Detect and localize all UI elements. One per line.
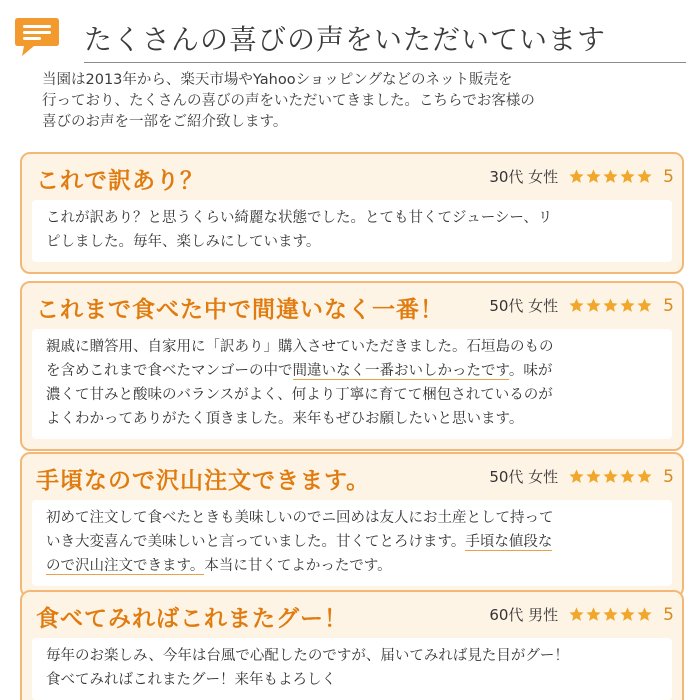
intro-line: 喜びのお声を一部をご紹介致します。 [42, 114, 288, 130]
review-line [46, 383, 660, 407]
star-icon [585, 168, 602, 185]
star-icon [602, 468, 619, 485]
review-card [20, 452, 684, 598]
review-line [46, 407, 660, 431]
reviewer-info [489, 166, 674, 187]
review-title: これで訳あり？ [36, 168, 204, 194]
review-line [46, 506, 660, 530]
review-text: いき大変喜んで美味しいと言っていました。甘くてとろけます。 [46, 534, 466, 550]
star-icon [636, 468, 653, 485]
star-rating [568, 168, 653, 185]
star-icon [636, 606, 653, 623]
review-line [46, 554, 660, 578]
review-line [46, 230, 660, 254]
review-text: 本当に甘くてよかったです。 [204, 558, 392, 574]
chat-bubble-icon [14, 16, 60, 58]
review-text: 毎年のお楽しみ、今年は台風で心配したのですが、届いてみれば見た目がグー！ [46, 648, 569, 664]
star-icon [636, 297, 653, 314]
intro-line: 当園は2013年から、楽天市場やYahooショッピングなどのネット販売を [42, 72, 513, 88]
review-text: 濃くて甘みと酸味のバランスがよく、何より丁寧に育てて梱包されているのが [46, 387, 553, 403]
review-line [46, 206, 660, 230]
reviewer-age-gender: 50代 女性 [489, 297, 559, 315]
review-line [46, 644, 660, 668]
review-title: これまで食べた中で間違いなく一番！ [36, 297, 444, 323]
reviewer-age-gender: 50代 女性 [489, 468, 559, 486]
reviewer-info [489, 604, 674, 625]
rating-score: 5 [663, 166, 674, 187]
highlighted-phrase: ので沢山注文できます。 [46, 558, 205, 574]
title-divider [84, 62, 686, 63]
star-rating [568, 606, 653, 623]
star-icon [585, 606, 602, 623]
highlighted-phrase: 手頃な値段な [465, 534, 553, 550]
intro-text [42, 70, 682, 133]
star-icon [568, 468, 585, 485]
review-card [20, 152, 684, 274]
review-text: 親戚に贈答用、自家用に「訳あり」購入させていただきました。石垣島のもの [46, 339, 554, 355]
review-title: 食べてみればこれまたグー！ [36, 606, 348, 632]
review-title: 手頃なので沢山注文できます。 [36, 468, 371, 494]
star-icon [619, 297, 636, 314]
rating-score: 5 [663, 604, 674, 625]
reviewer-age-gender: 60代 男性 [489, 606, 559, 624]
review-text: 。味が [508, 363, 553, 379]
review-header [22, 154, 682, 200]
review-body [32, 200, 672, 262]
review-text: これが訳あり？と思うくらい綺麗な状態でした。とても甘くてジューシー、リ [46, 210, 553, 226]
reviewer-info [489, 295, 674, 316]
review-header [22, 592, 682, 638]
star-icon [602, 606, 619, 623]
rating-score: 5 [663, 466, 674, 487]
review-body [32, 500, 672, 586]
highlighted-phrase: 間違いなく一番おいしかったです [292, 363, 509, 379]
star-icon [568, 606, 585, 623]
review-header [22, 454, 682, 500]
review-body [32, 329, 672, 439]
intro-line: 行っており、たくさんの喜びの声をいただいてきました。こちらでお客様の [42, 93, 535, 109]
review-card [20, 590, 684, 700]
review-header [22, 283, 682, 329]
rating-score: 5 [663, 295, 674, 316]
star-icon [619, 606, 636, 623]
review-line [46, 530, 660, 554]
reviewer-info [489, 466, 674, 487]
star-icon [619, 468, 636, 485]
star-icon [568, 168, 585, 185]
review-line [46, 668, 660, 692]
star-icon [568, 297, 585, 314]
star-icon [619, 168, 636, 185]
review-text: ピしました。毎年、楽しみにしています。 [46, 234, 321, 250]
review-body [32, 638, 672, 700]
star-icon [585, 297, 602, 314]
page-header [14, 12, 686, 62]
star-icon [602, 168, 619, 185]
review-line [46, 359, 660, 383]
star-rating [568, 297, 653, 314]
review-text: よくわかってありがたく頂きました。来年もぜひお願したいと思います。 [46, 411, 524, 427]
review-card [20, 281, 684, 451]
star-rating [568, 468, 653, 485]
star-icon [602, 297, 619, 314]
review-text: 食べてみればこれまたグー！来年もよろしく [46, 672, 336, 688]
star-icon [636, 168, 653, 185]
review-text: を含めこれまで食べたマンゴーの中で [46, 363, 293, 379]
review-line [46, 335, 660, 359]
star-icon [585, 468, 602, 485]
reviewer-age-gender: 30代 女性 [489, 168, 559, 186]
review-text: 初めて注文して食べたときも美味しいのでニ回めは友人にお土産として持って [46, 510, 554, 526]
page-title: たくさんの喜びの声をいただいています [84, 23, 607, 56]
